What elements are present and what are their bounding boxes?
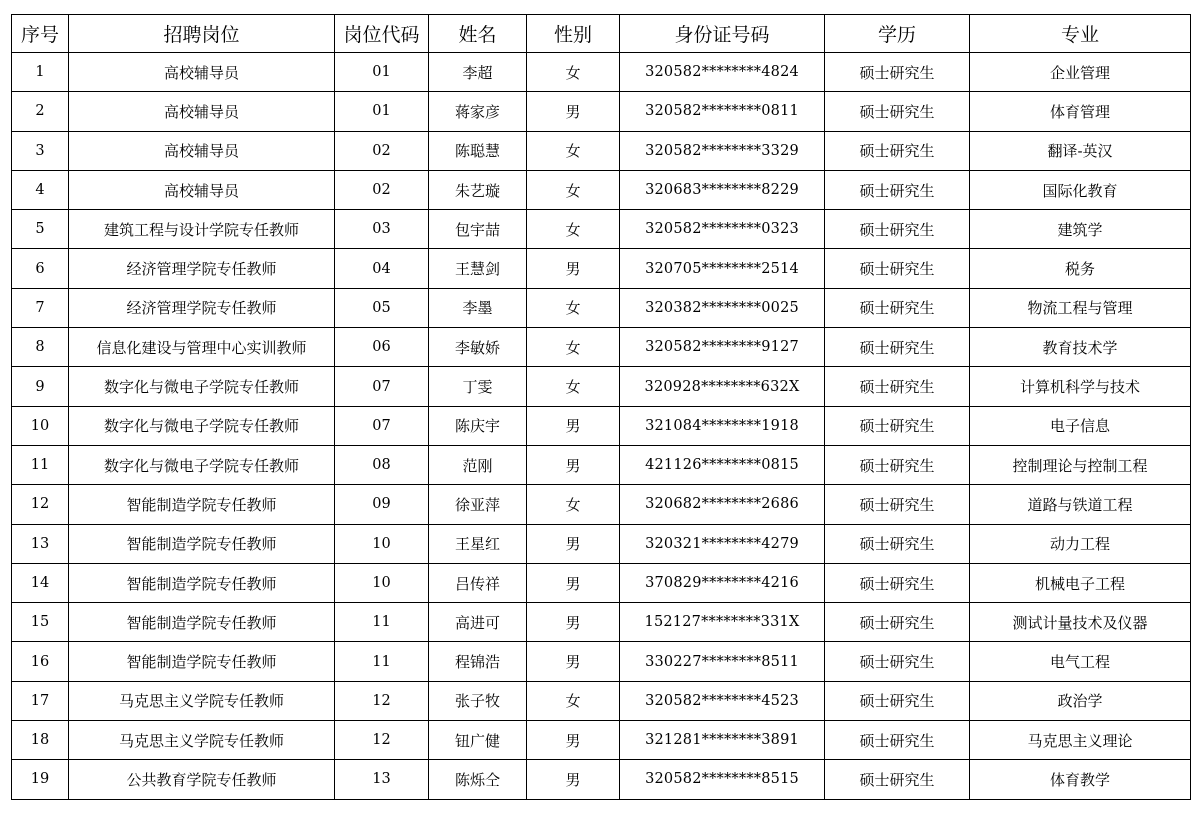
serial-cell: 17 — [12, 681, 69, 720]
position-cell: 建筑工程与设计学院专任教师 — [69, 210, 335, 249]
gender-cell: 男 — [527, 721, 620, 760]
serial-cell: 5 — [12, 210, 69, 249]
serial-cell: 9 — [12, 367, 69, 406]
position-code-cell: 09 — [335, 485, 429, 524]
table-row — [12, 760, 1191, 799]
major-cell: 体育教学 — [970, 760, 1191, 799]
table-row — [12, 603, 1191, 642]
gender-cell: 男 — [527, 445, 620, 484]
major-cell: 教育技术学 — [970, 328, 1191, 367]
table-header — [12, 15, 1191, 53]
major-cell: 建筑学 — [970, 210, 1191, 249]
gender-cell: 男 — [527, 642, 620, 681]
serial-cell: 6 — [12, 249, 69, 288]
education-cell: 硕士研究生 — [825, 485, 970, 524]
position-cell: 信息化建设与管理中心实训教师 — [69, 328, 335, 367]
id-number-cell: 320582********8515 — [620, 760, 825, 799]
name-cell: 陈庆宇 — [429, 406, 527, 445]
serial-cell: 1 — [12, 53, 69, 92]
name-cell: 丁雯 — [429, 367, 527, 406]
table-row — [12, 92, 1191, 131]
education-cell: 硕士研究生 — [825, 406, 970, 445]
position-code-cell: 06 — [335, 328, 429, 367]
table-row — [12, 563, 1191, 602]
position-code-cell: 02 — [335, 170, 429, 209]
gender-cell: 女 — [527, 131, 620, 170]
gender-cell: 男 — [527, 563, 620, 602]
major-cell: 马克思主义理论 — [970, 721, 1191, 760]
gender-cell: 女 — [527, 53, 620, 92]
name-cell: 李墨 — [429, 288, 527, 327]
education-cell: 硕士研究生 — [825, 563, 970, 602]
header-major: 专业 — [970, 15, 1191, 53]
table-row — [12, 721, 1191, 760]
serial-cell: 19 — [12, 760, 69, 799]
position-code-cell: 07 — [335, 406, 429, 445]
header-id-number: 身份证号码 — [620, 15, 825, 53]
gender-cell: 女 — [527, 485, 620, 524]
id-number-cell: 321084********1918 — [620, 406, 825, 445]
name-cell: 包宇喆 — [429, 210, 527, 249]
name-cell: 程锦浩 — [429, 642, 527, 681]
name-cell: 高进可 — [429, 603, 527, 642]
id-number-cell: 320705********2514 — [620, 249, 825, 288]
position-cell: 经济管理学院专任教师 — [69, 249, 335, 288]
major-cell: 测试计量技术及仪器 — [970, 603, 1191, 642]
position-cell: 智能制造学院专任教师 — [69, 563, 335, 602]
header-gender: 性别 — [527, 15, 620, 53]
id-number-cell: 320582********9127 — [620, 328, 825, 367]
position-cell: 马克思主义学院专任教师 — [69, 721, 335, 760]
position-code-cell: 13 — [335, 760, 429, 799]
serial-cell: 12 — [12, 485, 69, 524]
education-cell: 硕士研究生 — [825, 603, 970, 642]
serial-cell: 7 — [12, 288, 69, 327]
name-cell: 范刚 — [429, 445, 527, 484]
position-code-cell: 02 — [335, 131, 429, 170]
education-cell: 硕士研究生 — [825, 92, 970, 131]
id-number-cell: 320683********8229 — [620, 170, 825, 209]
gender-cell: 男 — [527, 760, 620, 799]
position-cell: 高校辅导员 — [69, 92, 335, 131]
gender-cell: 女 — [527, 367, 620, 406]
table-row — [12, 642, 1191, 681]
gender-cell: 男 — [527, 406, 620, 445]
id-number-cell: 320582********4523 — [620, 681, 825, 720]
recruitment-table-wrapper — [11, 14, 1191, 800]
serial-cell: 10 — [12, 406, 69, 445]
table-row — [12, 681, 1191, 720]
education-cell: 硕士研究生 — [825, 681, 970, 720]
gender-cell: 女 — [527, 170, 620, 209]
table-row — [12, 445, 1191, 484]
id-number-cell: 370829********4216 — [620, 563, 825, 602]
position-code-cell: 11 — [335, 642, 429, 681]
serial-cell: 16 — [12, 642, 69, 681]
gender-cell: 男 — [527, 524, 620, 563]
major-cell: 控制理论与控制工程 — [970, 445, 1191, 484]
table-row — [12, 288, 1191, 327]
position-cell: 马克思主义学院专任教师 — [69, 681, 335, 720]
major-cell: 体育管理 — [970, 92, 1191, 131]
name-cell: 李超 — [429, 53, 527, 92]
id-number-cell: 320382********0025 — [620, 288, 825, 327]
id-number-cell: 152127********331X — [620, 603, 825, 642]
major-cell: 计算机科学与技术 — [970, 367, 1191, 406]
position-cell: 智能制造学院专任教师 — [69, 485, 335, 524]
education-cell: 硕士研究生 — [825, 288, 970, 327]
table-row — [12, 367, 1191, 406]
serial-cell: 2 — [12, 92, 69, 131]
major-cell: 动力工程 — [970, 524, 1191, 563]
serial-cell: 4 — [12, 170, 69, 209]
education-cell: 硕士研究生 — [825, 642, 970, 681]
table-row — [12, 210, 1191, 249]
position-code-cell: 10 — [335, 524, 429, 563]
id-number-cell: 421126********0815 — [620, 445, 825, 484]
table-row — [12, 328, 1191, 367]
education-cell: 硕士研究生 — [825, 328, 970, 367]
position-code-cell: 01 — [335, 53, 429, 92]
serial-cell: 13 — [12, 524, 69, 563]
id-number-cell: 320582********0323 — [620, 210, 825, 249]
position-code-cell: 03 — [335, 210, 429, 249]
education-cell: 硕士研究生 — [825, 131, 970, 170]
position-code-cell: 07 — [335, 367, 429, 406]
position-cell: 高校辅导员 — [69, 170, 335, 209]
id-number-cell: 321281********3891 — [620, 721, 825, 760]
name-cell: 王星红 — [429, 524, 527, 563]
header-serial: 序号 — [12, 15, 69, 53]
position-code-cell: 01 — [335, 92, 429, 131]
serial-cell: 3 — [12, 131, 69, 170]
major-cell: 政治学 — [970, 681, 1191, 720]
position-code-cell: 10 — [335, 563, 429, 602]
recruitment-table — [11, 14, 1191, 800]
education-cell: 硕士研究生 — [825, 445, 970, 484]
id-number-cell: 320321********4279 — [620, 524, 825, 563]
education-cell: 硕士研究生 — [825, 524, 970, 563]
education-cell: 硕士研究生 — [825, 53, 970, 92]
position-cell: 高校辅导员 — [69, 53, 335, 92]
major-cell: 电气工程 — [970, 642, 1191, 681]
position-code-cell: 05 — [335, 288, 429, 327]
major-cell: 翻译-英汉 — [970, 131, 1191, 170]
id-number-cell: 320582********3329 — [620, 131, 825, 170]
education-cell: 硕士研究生 — [825, 760, 970, 799]
position-cell: 数字化与微电子学院专任教师 — [69, 367, 335, 406]
name-cell: 张子牧 — [429, 681, 527, 720]
position-cell: 智能制造学院专任教师 — [69, 524, 335, 563]
position-cell: 数字化与微电子学院专任教师 — [69, 445, 335, 484]
gender-cell: 女 — [527, 681, 620, 720]
table-row — [12, 406, 1191, 445]
major-cell: 税务 — [970, 249, 1191, 288]
education-cell: 硕士研究生 — [825, 367, 970, 406]
gender-cell: 女 — [527, 288, 620, 327]
id-number-cell: 330227********8511 — [620, 642, 825, 681]
serial-cell: 18 — [12, 721, 69, 760]
position-cell: 智能制造学院专任教师 — [69, 642, 335, 681]
name-cell: 钮广健 — [429, 721, 527, 760]
id-number-cell: 320582********4824 — [620, 53, 825, 92]
header-name: 姓名 — [429, 15, 527, 53]
name-cell: 蒋家彦 — [429, 92, 527, 131]
education-cell: 硕士研究生 — [825, 721, 970, 760]
major-cell: 物流工程与管理 — [970, 288, 1191, 327]
id-number-cell: 320582********0811 — [620, 92, 825, 131]
gender-cell: 女 — [527, 210, 620, 249]
name-cell: 李敏娇 — [429, 328, 527, 367]
serial-cell: 14 — [12, 563, 69, 602]
header-row — [12, 15, 1191, 53]
major-cell: 机械电子工程 — [970, 563, 1191, 602]
table-row — [12, 170, 1191, 209]
position-code-cell: 11 — [335, 603, 429, 642]
name-cell: 吕传祥 — [429, 563, 527, 602]
name-cell: 朱艺璇 — [429, 170, 527, 209]
serial-cell: 15 — [12, 603, 69, 642]
id-number-cell: 320682********2686 — [620, 485, 825, 524]
name-cell: 王慧剑 — [429, 249, 527, 288]
major-cell: 企业管理 — [970, 53, 1191, 92]
position-cell: 智能制造学院专任教师 — [69, 603, 335, 642]
gender-cell: 男 — [527, 92, 620, 131]
education-cell: 硕士研究生 — [825, 210, 970, 249]
table-row — [12, 131, 1191, 170]
gender-cell: 男 — [527, 249, 620, 288]
header-position-code: 岗位代码 — [335, 15, 429, 53]
position-code-cell: 08 — [335, 445, 429, 484]
position-cell: 高校辅导员 — [69, 131, 335, 170]
serial-cell: 8 — [12, 328, 69, 367]
position-cell: 公共教育学院专任教师 — [69, 760, 335, 799]
header-education: 学历 — [825, 15, 970, 53]
major-cell: 电子信息 — [970, 406, 1191, 445]
name-cell: 陈聪慧 — [429, 131, 527, 170]
position-code-cell: 04 — [335, 249, 429, 288]
position-cell: 经济管理学院专任教师 — [69, 288, 335, 327]
header-position: 招聘岗位 — [69, 15, 335, 53]
table-row — [12, 53, 1191, 92]
table-row — [12, 485, 1191, 524]
major-cell: 国际化教育 — [970, 170, 1191, 209]
serial-cell: 11 — [12, 445, 69, 484]
id-number-cell: 320928********632X — [620, 367, 825, 406]
gender-cell: 男 — [527, 603, 620, 642]
position-code-cell: 12 — [335, 721, 429, 760]
position-cell: 数字化与微电子学院专任教师 — [69, 406, 335, 445]
major-cell: 道路与铁道工程 — [970, 485, 1191, 524]
table-row — [12, 249, 1191, 288]
education-cell: 硕士研究生 — [825, 249, 970, 288]
gender-cell: 女 — [527, 328, 620, 367]
name-cell: 徐亚萍 — [429, 485, 527, 524]
education-cell: 硕士研究生 — [825, 170, 970, 209]
position-code-cell: 12 — [335, 681, 429, 720]
name-cell: 陈烁仝 — [429, 760, 527, 799]
table-row — [12, 524, 1191, 563]
table-body — [12, 53, 1191, 800]
